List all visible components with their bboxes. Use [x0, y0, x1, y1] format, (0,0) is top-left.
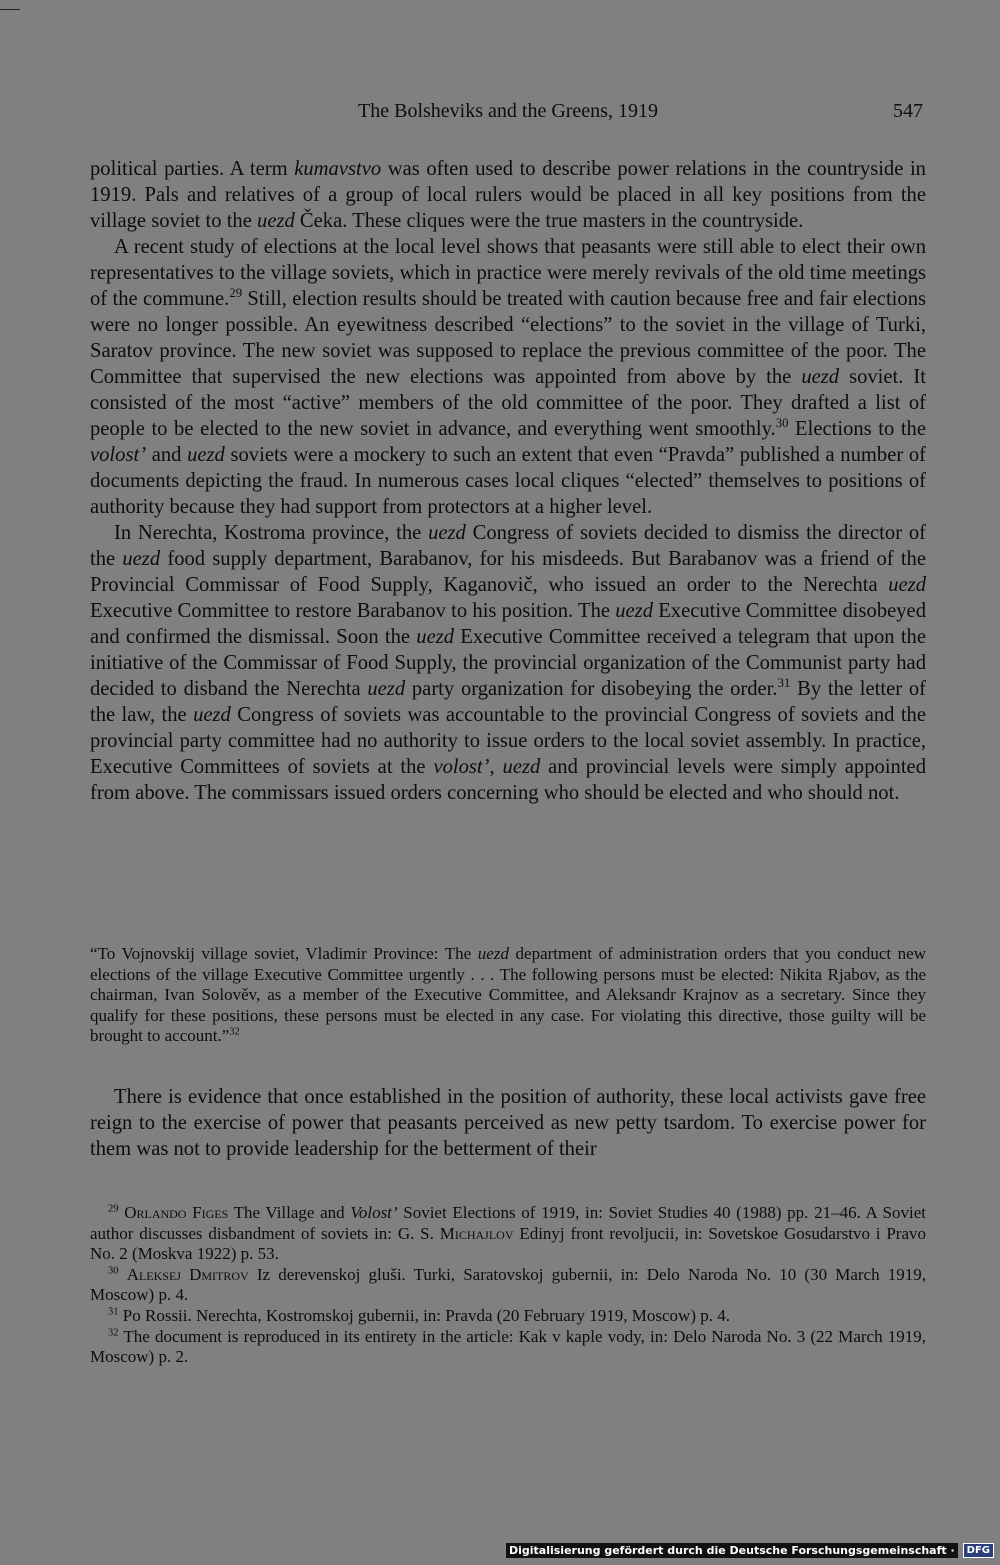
- page-number: 547: [893, 100, 923, 122]
- footnote-32: $^{32}$ The document is reproduced in its entirety in the article: Kak v kaple vody, in: Delo Naroda No. 3 (22 March 1919, Moscow) p. 2.: [90, 1326, 926, 1367]
- footnote-ref-31: 31: [777, 676, 791, 691]
- dfg-logo: DFG: [963, 1543, 994, 1558]
- paragraph-4: There is evidence that once established in the position of authority, these local activists gave free reign to the exercise of power that peasants perceived as new petty tsardom. To exercise power for them was not to provide leadership for the betterment of their: [90, 1086, 926, 1160]
- block-quote: “To Vojnovskij village soviet, Vladimir Province: The uezd department of administration orders that you conduct new elections of the village Executive Committee urgently . . . The following persons must be elected: Nikita Rjabov, as the chairman, Ivan Solověv, as a member of the Executive Committee, and Aleksandr Krajnov as a secretary. Since they qualify for these positions, these persons must be elected in any case. For violating this directive, those guilty will be brought to account.”$^{32}$: [90, 944, 926, 1045]
- footnote-ref-29: 29: [229, 286, 243, 301]
- footnote-ref-32: 32: [229, 1026, 240, 1038]
- running-title: The Bolsheviks and the Greens, 1919: [358, 100, 658, 122]
- paragraph-3: In Nerechta, Kostroma province, the uezd Congress of soviets decided to dismiss the director of the uezd food supply department, Barabanov, for his misdeeds. But Barabanov was a friend of the Provincial Commissar of Food Supply, Kaganovič, who issued an order to the Nerechta uezd Executive Committee to restore Barabanov to his position. The uezd Executive Committee disobeyed and confirmed the dismissal. Soon the uezd Executive Committee received a telegram that upon the initiative of the Commissar of Food Supply, the provincial organization of the Communist party had decided to disband the Nerechta uezd party organization for disobeying the order.$^{31}$ By the letter of the law, the uezd Congress of soviets was accountable to the provincial Congress of soviets and the provincial party committee had no authority to issue orders to the local soviet assembly. In practice, Executive Committees of soviets at the volost’, uezd and provincial levels were simply appointed from above. The commissars issued orders concerning who should be elected and who should not.: [90, 522, 927, 804]
- scan-corner-mark: [0, 9, 20, 10]
- digitization-banner: [506, 1541, 994, 1559]
- footnote-30: $^{30}$ Aleksej Dmitrov Iz derevenskoj gluši. Turki, Saratovskoj gubernii, in: Delo Naroda No. 10 (30 March 1919, Moscow) p. 4.: [90, 1264, 926, 1305]
- page-header: [90, 100, 926, 130]
- paragraph-2: A recent study of elections at the local level shows that peasants were still able to elect their own representatives to the village soviets, which in practice were merely revivals of the old time meetings of the commune.$^{29}$ Still, election results should be treated with caution because free and fair elections were no longer possible. An eyewitness described “elections” to the soviet in the village of Turki, Saratov province. The new soviet was supposed to replace the previous committee of the poor. The Committee that supervised the new elections was appointed from above by the uezd soviet. It consisted of the most “active” members of the old committee of the poor. They drafted a list of people to be elected to the new soviet in advance, and everything went smoothly.$^{30}$ Elections to the volost’ and uezd soviets were a mockery to such an extent that even “Pravda” published a number of documents depicting the fraud. In numerous cases local cliques “elected” themselves to positions of authority because they had support from protectors at a higher level.: [90, 236, 927, 518]
- footnotes: [90, 1203, 926, 1368]
- footnote-ref-30: 30: [775, 416, 789, 431]
- main-text: [90, 156, 926, 806]
- funding-notice: Digitalisierung gefördert durch die Deutsche Forschungsgemeinschaft ·: [506, 1543, 958, 1558]
- footnote-31: $^{31}$ Po Rossii. Nerechta, Kostromskoj gubernii, in: Pravda (20 February 1919, Moscow) p. 4.: [108, 1305, 730, 1325]
- paragraph-1: political parties. A term kumavstvo was often used to describe power relations in the countryside in 1919. Pals and relatives of a group of local rulers would be placed in all key positions from the village soviet to the uezd Čeka. These cliques were the true masters in the countryside.: [90, 158, 926, 232]
- footnote-29: $^{29}$ Orlando Figes The Village and Volost’ Soviet Elections of 1919, in: Soviet Studies 40 (1988) pp. 21–46. A Soviet author discusses disbandment of soviets in: G. S. Michajlov Edinyj front revoljucii, in: Sovetskoe Gosudarstvo i Pravo No. 2 (Moskva 1922) p. 53.: [90, 1203, 927, 1264]
